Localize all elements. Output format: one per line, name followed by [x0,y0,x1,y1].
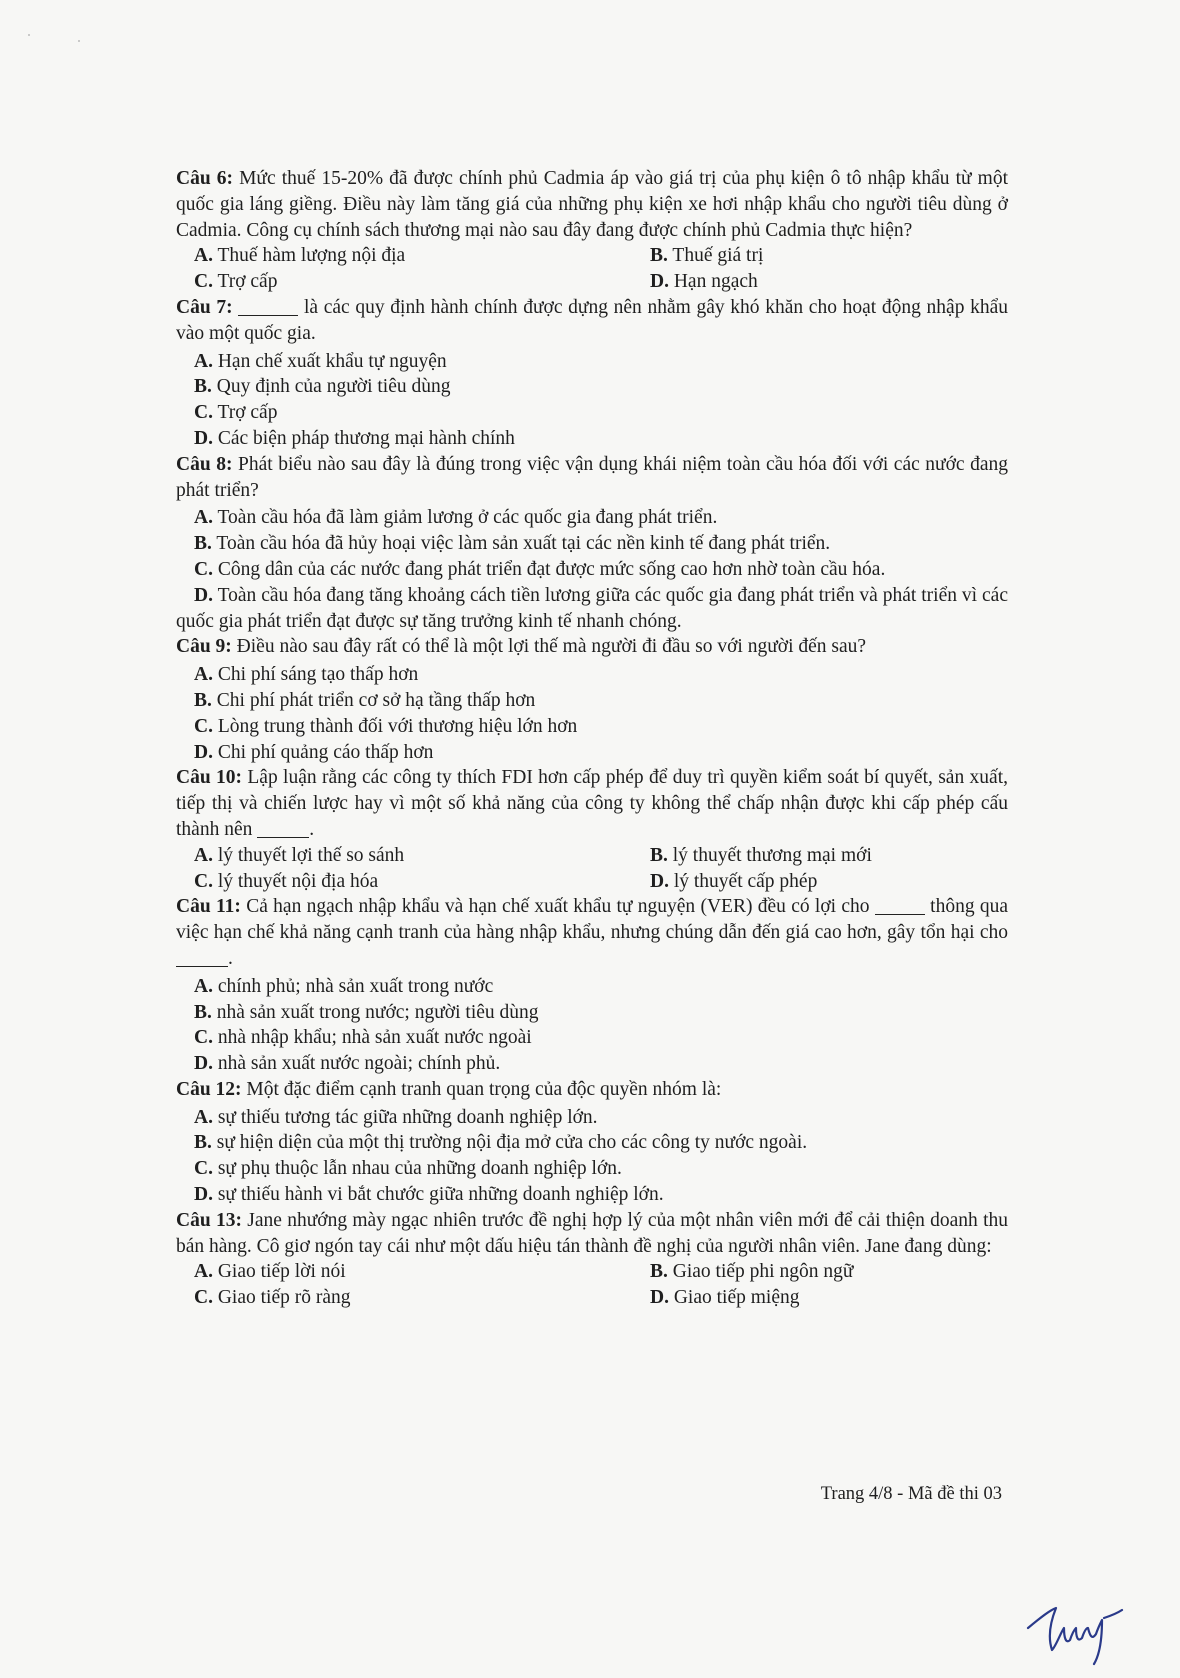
question-7 [176,295,1008,452]
option-text: Chi phí quảng cáo thấp hơn [217,741,434,763]
options-grid [176,1259,1008,1311]
option-text: Toàn cầu hóa đang tăng khoảng cách tiền lương giữa các quốc gia đang phát triển và phát triển vì các quốc gia phát triển đạt được sự tăng trưởng kinh tế nhanh chóng. [176,584,1008,632]
question-body: Phát biểu nào sau đây là đúng trong việc vận dụng khái niệm toàn cầu hóa đối với các nước đang phát triển? [176,453,1009,501]
answer-blank [176,948,228,967]
option-letter: C. [194,715,213,737]
option-a [194,243,650,269]
option-text: Thuế hàm lượng nội địa [217,245,406,267]
option-letter: D. [194,741,213,763]
option-b [176,688,1008,714]
option-d [650,869,1008,895]
option-letter: C. [194,271,213,293]
option-letter: A. [194,507,213,529]
question-label: Câu 6: [176,168,233,189]
option-a [176,662,1008,688]
option-letter: A. [194,1106,213,1128]
option-text: Giao tiếp phi ngôn ngữ [672,1261,854,1283]
option-text: Hạn ngạch [673,271,758,293]
option-text: Hạn chế xuất khẩu tự nguyện [217,350,447,372]
option-letter: B. [194,1001,212,1023]
options-list [176,974,1008,1077]
option-d [176,1182,1008,1208]
option-c [194,269,650,295]
option-text: lý thuyết nội địa hóa [217,870,379,892]
option-text: Quy định của người tiêu dùng [216,376,451,398]
option-letter: C. [194,1287,213,1309]
option-text: Toàn cầu hóa đã hủy hoại việc làm sản xuất tại các nền kinh tế đang phát triển. [216,533,831,555]
option-text: sự hiện diện của một thị trường nội địa mở cửa cho các công ty nước ngoài. [216,1132,808,1154]
option-d [176,1051,1008,1077]
answer-blank [257,819,309,838]
option-letter: B. [194,376,212,398]
option-a [176,1105,1008,1131]
options-list [176,662,1008,765]
option-b [650,843,1008,869]
option-text: Các biện pháp thương mại hành chính [217,427,515,449]
option-text: Chi phí phát triển cơ sở hạ tầng thấp hơn [216,689,536,711]
option-text: nhà sản xuất nước ngoài; chính phủ. [217,1053,501,1075]
question-text [176,894,1008,971]
question-body: là các quy định hành chính được dựng nên nhằm gây khó khăn cho hoạt động nhập khẩu vào một quốc gia. [176,296,1009,344]
options-grid [176,243,1008,295]
question-label: Câu 8: [176,453,233,475]
option-letter: C. [194,402,213,424]
option-letter: A. [194,975,213,997]
option-letter: D. [650,1287,669,1309]
option-letter: B. [650,1261,668,1283]
option-letter: B. [194,533,212,555]
option-a [176,974,1008,1000]
option-b [176,531,1008,557]
option-b [650,1259,1008,1285]
question-8 [176,452,1008,635]
option-letter: D. [194,1053,213,1075]
option-text: Trợ cấp [217,271,278,293]
option-b [176,1000,1008,1026]
question-13 [176,1208,1008,1311]
option-d [176,740,1008,766]
option-letter: A. [194,664,213,686]
option-letter: C. [194,1027,213,1049]
option-letter: C. [194,1158,213,1180]
question-label: Câu 7: [176,296,233,318]
question-body: Cả hạn ngạch nhập khẩu và hạn chế xuất khẩu tự nguyện (VER) đều có lợi cho [246,896,870,918]
question-text [176,295,1008,347]
option-b [650,243,1008,269]
question-text [176,452,1008,504]
option-letter: D. [194,584,213,606]
question-body-continued: thông qua việc hạn chế khả năng cạnh tranh của hàng nhập khẩu, nhưng chúng dẫn đến giá cao hơn, gây tổn hại cho [176,896,1009,944]
option-c [194,1285,650,1311]
option-letter: A. [194,844,213,866]
question-body: Một đặc điểm cạnh tranh quan trọng của độc quyền nhóm là: [246,1078,722,1100]
option-text: Lòng trung thành đối với thương hiệu lớn hơn [217,715,578,737]
question-label: Câu 12: [176,1078,242,1100]
option-c [176,1025,1008,1051]
option-c [176,714,1008,740]
question-text [176,166,1008,243]
option-text: sự phụ thuộc lẫn nhau của những doanh nghiệp lớn. [217,1158,622,1180]
option-text: lý thuyết lợi thế so sánh [217,844,405,866]
option-text: lý thuyết thương mại mới [672,844,872,866]
question-label: Câu 10: [176,767,243,789]
option-text: Giao tiếp lời nói [217,1261,346,1283]
option-letter: A. [194,350,213,372]
option-letter: A. [194,245,213,267]
option-b [176,374,1008,400]
option-letter: C. [194,558,213,580]
question-text [176,765,1008,842]
option-text: chính phủ; nhà sản xuất trong nước [217,975,494,997]
option-text: Giao tiếp rõ ràng [217,1287,351,1309]
option-letter: B. [194,1132,212,1154]
option-text: Trợ cấp [217,402,278,424]
question-6 [176,166,1008,295]
options-grid [176,843,1008,895]
option-text: sự thiếu tương tác giữa những doanh nghiệp lớn. [217,1106,598,1128]
option-c [194,869,650,895]
option-letter: A. [194,1261,213,1283]
option-a [176,505,1008,531]
option-letter: B. [650,844,668,866]
option-text: Giao tiếp miệng [673,1287,800,1309]
question-label: Câu 11: [176,896,241,918]
option-c [176,1156,1008,1182]
option-text: lý thuyết cấp phép [673,870,818,892]
question-10 [176,765,1008,894]
option-b [176,1130,1008,1156]
exam-content [176,166,1008,1311]
option-d [650,1285,1008,1311]
scan-speck [28,34,30,36]
option-c [176,400,1008,426]
option-text: nhà sản xuất trong nước; người tiêu dùng [216,1001,539,1023]
option-a [194,1259,650,1285]
options-list [176,1105,1008,1208]
option-letter: B. [194,689,212,711]
option-letter: D. [194,427,213,449]
option-text: nhà nhập khẩu; nhà sản xuất nước ngoài [217,1027,532,1049]
option-text: Chi phí sáng tạo thấp hơn [217,664,419,686]
option-d [176,583,1008,635]
option-letter: D. [194,1184,213,1206]
question-text [176,1077,1008,1103]
question-end: . [309,818,315,840]
scan-speck [78,40,80,42]
question-9 [176,634,1008,765]
question-12 [176,1077,1008,1208]
option-d [650,269,1008,295]
option-letter: C. [194,870,213,892]
answer-blank [875,896,925,915]
question-body: Jane nhướng mày ngạc nhiên trước đề nghị hợp lý của một nhân viên mới để cải thiện doanh thu bán hàng. Cô giơ ngón tay cái như một dấu hiệu tán thành đề nghị của người nhân viên. Jane đang dùng: [176,1209,1009,1257]
option-letter: D. [650,870,669,892]
option-text: Thuế giá trị [672,245,764,267]
handwritten-signature [1020,1588,1130,1668]
option-c [176,557,1008,583]
option-a [176,349,1008,375]
question-body: Mức thuế 15-20% đã được chính phủ Cadmia áp vào giá trị của phụ kiện ô tô nhập khẩu từ một quốc gia láng giềng. Điều này làm tăng giá của những phụ kiện xe hơi nhập khẩu cho người tiêu dùng ở Cadmia. Công cụ chính sách thương mại nào sau đây đang được chính phủ Cadmia thực hiện? [176,168,1009,241]
page-footer: Trang 4/8 - Mã đề thi 03 [820,1484,1002,1504]
question-text [176,634,1008,660]
option-a [194,843,650,869]
option-text: Toàn cầu hóa đã làm giảm lương ở các quốc gia đang phát triển. [217,507,718,529]
answer-blank [238,297,298,316]
question-11 [176,894,1008,1077]
option-letter: B. [650,245,668,267]
question-body: Lập luận rằng các công ty thích FDI hơn cấp phép để duy trì quyền kiểm soát bí quyết, sản xuất, tiếp thị và chiến lược hay vì một số khả năng của công ty không thể chấp nhận được khi cấp phép cấu thành nên [176,767,1009,840]
option-text: sự thiếu hành vi bắt chước giữa những doanh nghiệp lớn. [217,1184,664,1206]
question-label: Câu 9: [176,636,232,658]
question-label: Câu 13: [176,1209,242,1231]
options-list [176,505,1008,634]
options-list [176,349,1008,452]
question-body: Điều nào sau đây rất có thể là một lợi thế mà người đi đầu so với người đến sau? [236,636,867,658]
option-d [176,426,1008,452]
option-text: Công dân của các nước đang phát triển đạt được mức sống cao hơn nhờ toàn cầu hóa. [217,558,886,580]
question-end: . [228,947,233,969]
option-letter: D. [650,271,669,293]
question-text [176,1208,1008,1260]
